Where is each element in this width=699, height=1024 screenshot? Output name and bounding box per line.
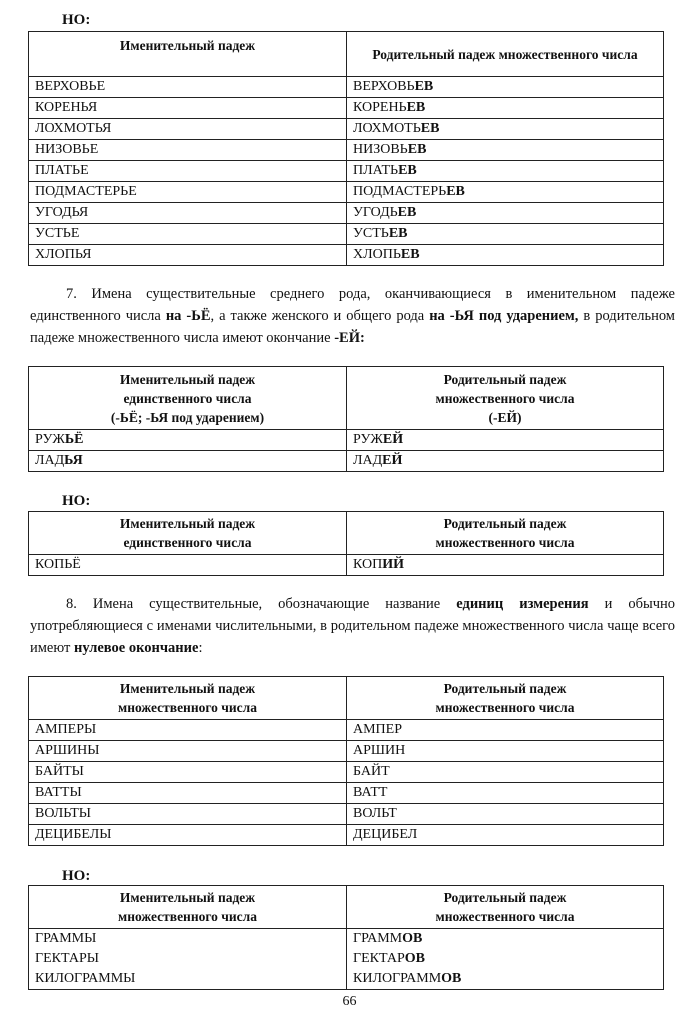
header-nominative-plural: Именительный падеж множественного числа — [29, 886, 347, 929]
genitive-cell: АМПЕР — [347, 720, 664, 741]
header-genitive-plural: Родительный падеж множественного числа (-ЕЙ) — [347, 367, 664, 430]
page-number: 66 — [342, 994, 357, 1009]
table-header-row — [29, 367, 664, 430]
table-row — [29, 140, 664, 161]
table-row — [29, 430, 664, 451]
table-row — [29, 77, 664, 98]
nominative-cell: ХЛОПЬЯ — [29, 245, 347, 266]
header-nominative-plural: Именительный падеж множественного числа — [29, 677, 347, 720]
genitive-cell: ВЕРХОВЬЕВ — [347, 77, 664, 98]
genitive-cell: ПОДМАСТЕРЬЕВ — [347, 182, 664, 203]
table-row — [29, 741, 664, 762]
table-row — [29, 720, 664, 741]
table-exceptions-ov — [28, 885, 664, 990]
genitive-cell: УГОДЬЕВ — [347, 203, 664, 224]
table-exception-kopye — [28, 511, 664, 576]
nominative-cell: ПЛАТЬЕ — [29, 161, 347, 182]
nominative-cell: БАЙТЫ — [29, 762, 347, 783]
table-row — [29, 555, 664, 576]
genitive-cell: КОПИЙ — [347, 555, 664, 576]
table-row — [29, 161, 664, 182]
table-exceptions-ev — [28, 31, 664, 266]
genitive-cell: ГРАММОВ — [347, 929, 664, 950]
nominative-cell: КИЛОГРАММЫ — [29, 969, 347, 990]
table-row — [29, 969, 664, 990]
table-row — [29, 224, 664, 245]
nominative-cell: ПОДМАСТЕРЬЕ — [29, 182, 347, 203]
table-row — [29, 783, 664, 804]
table-header-row — [29, 886, 664, 929]
nominative-cell: КОПЬЁ — [29, 555, 347, 576]
rule-7-paragraph: 7. Имена существительные среднего рода, оканчивающиеся в именительном падеже единственного числа на -ЬЁ, а также женского и общего рода на -ЬЯ под ударением, в родительном падеже множественного числа имеют окончание -ЕЙ: — [30, 286, 675, 346]
header-genitive-plural: Родительный падеж множественного числа — [347, 677, 664, 720]
table-ev-ending-stressed — [28, 366, 664, 472]
nominative-cell: ВЕРХОВЬЕ — [29, 77, 347, 98]
table-header-row — [29, 677, 664, 720]
no-label: НО: — [62, 868, 91, 884]
header-nominative-singular: Именительный падеж единственного числа (-ЬЁ; -ЬЯ под ударением) — [29, 367, 347, 430]
table-row — [29, 762, 664, 783]
genitive-cell: КИЛОГРАММОВ — [347, 969, 664, 990]
nominative-cell: ГЕКТАРЫ — [29, 949, 347, 969]
nominative-cell: ВАТТЫ — [29, 783, 347, 804]
nominative-cell: АМПЕРЫ — [29, 720, 347, 741]
table-row — [29, 929, 664, 950]
nominative-cell: ДЕЦИБЕЛЫ — [29, 825, 347, 846]
header-nominative-singular: Именительный падеж единственного числа — [29, 512, 347, 555]
genitive-cell: ЛОХМОТЬЕВ — [347, 119, 664, 140]
nominative-cell: УСТЬЕ — [29, 224, 347, 245]
genitive-cell: КОРЕНЬЕВ — [347, 98, 664, 119]
table-row — [29, 119, 664, 140]
table-row — [29, 451, 664, 472]
genitive-cell: БАЙТ — [347, 762, 664, 783]
rule-8-paragraph: 8. Имена существительные, обозначающие название единиц измерения и обычно употребляющиеся с именами числительными, в родительном падеже множественного числа чаще всего имеют нулевое окончание: — [30, 596, 676, 656]
genitive-cell: ВАТТ — [347, 783, 664, 804]
genitive-cell: НИЗОВЬЕВ — [347, 140, 664, 161]
header-genitive-plural: Родительный падеж множественного числа — [347, 886, 664, 929]
table-row — [29, 804, 664, 825]
genitive-cell: ВОЛЬТ — [347, 804, 664, 825]
no-label: НО: — [62, 493, 91, 509]
nominative-cell: ЛОХМОТЬЯ — [29, 119, 347, 140]
table-row — [29, 98, 664, 119]
nominative-cell: АРШИНЫ — [29, 741, 347, 762]
genitive-cell: ХЛОПЬЕВ — [347, 245, 664, 266]
table-row — [29, 245, 664, 266]
header-genitive-plural: Родительный падеж множественного числа — [347, 512, 664, 555]
nominative-cell: ГРАММЫ — [29, 929, 347, 950]
nominative-cell: РУЖЬЁ — [29, 430, 347, 451]
genitive-cell: ДЕЦИБЕЛ — [347, 825, 664, 846]
table-row — [29, 182, 664, 203]
genitive-cell: АРШИН — [347, 741, 664, 762]
table-header-row — [29, 32, 664, 77]
table-header-row — [29, 512, 664, 555]
genitive-cell: УСТЬЕВ — [347, 224, 664, 245]
nominative-cell: КОРЕНЬЯ — [29, 98, 347, 119]
table-units-zero-ending — [28, 676, 664, 846]
no-label: НО: — [62, 12, 91, 28]
genitive-cell: ГЕКТАРОВ — [347, 949, 664, 969]
genitive-cell: РУЖЕЙ — [347, 430, 664, 451]
nominative-cell: УГОДЬЯ — [29, 203, 347, 224]
table-row — [29, 203, 664, 224]
genitive-cell: ЛАДЕЙ — [347, 451, 664, 472]
header-nominative: Именительный падеж — [29, 32, 347, 77]
table-row — [29, 949, 664, 969]
header-genitive-plural: Родительный падеж множественного числа — [347, 32, 664, 77]
nominative-cell: ВОЛЬТЫ — [29, 804, 347, 825]
table-row — [29, 825, 664, 846]
genitive-cell: ПЛАТЬЕВ — [347, 161, 664, 182]
nominative-cell: НИЗОВЬЕ — [29, 140, 347, 161]
nominative-cell: ЛАДЬЯ — [29, 451, 347, 472]
